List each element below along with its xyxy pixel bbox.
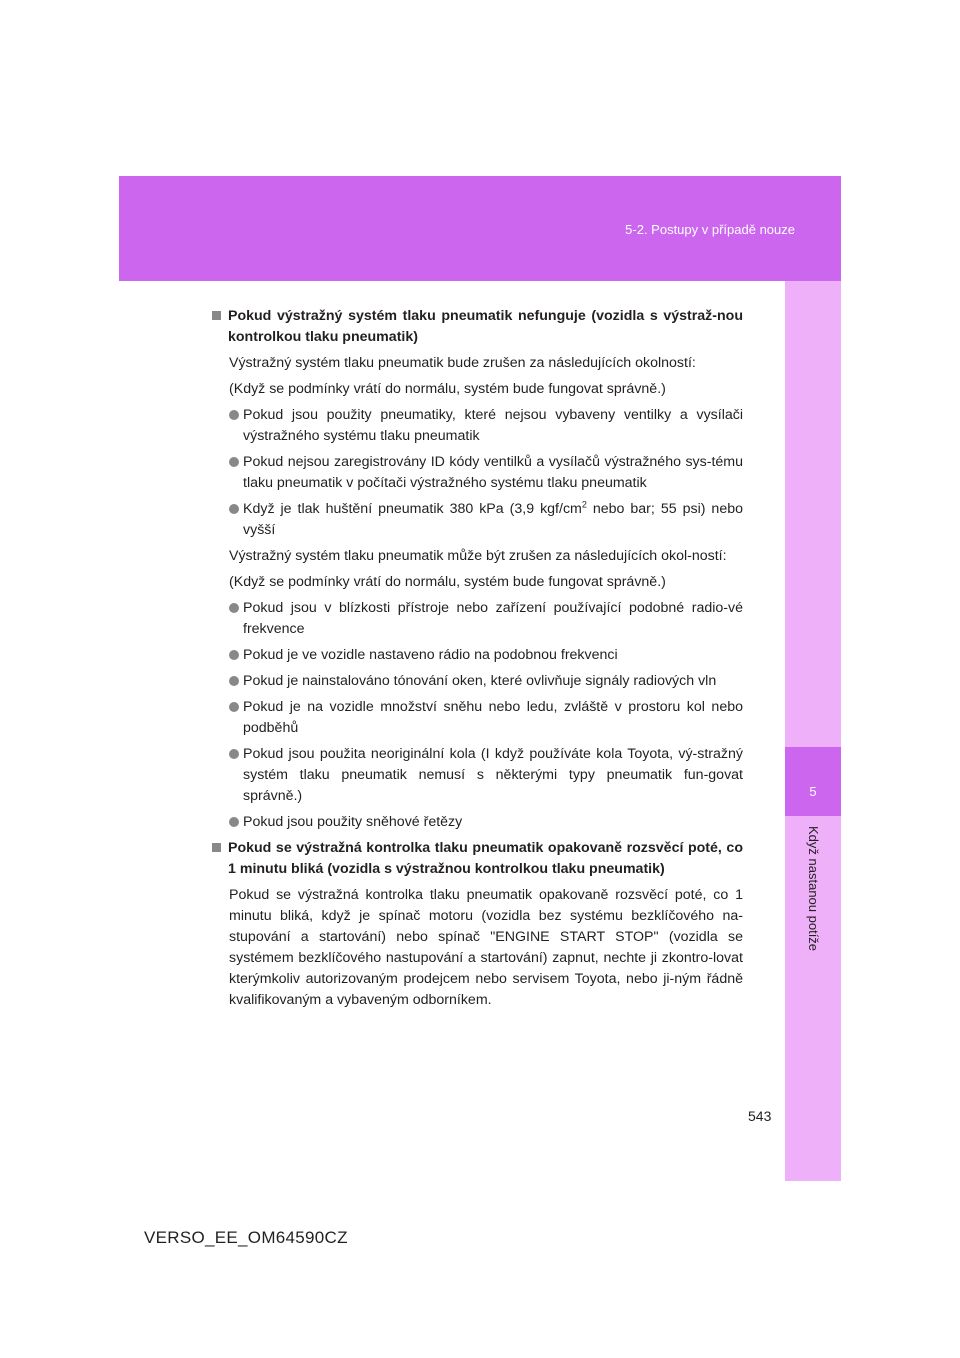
list-item <box>212 499 743 541</box>
paragraph: (Když se podmínky vrátí do normálu, systém bude fungovat správně.) <box>229 381 666 397</box>
page-content <box>212 306 743 1016</box>
list-item-text: Pokud jsou použita neoriginální kola (I když používáte kola Toyota, vý-stražný systém tlaku pneumatik nemusí s některými typy pneumatik fun-govat správně.) <box>243 746 743 804</box>
list-item-text: Pokud jsou v blízkosti přístroje nebo zařízení používající podobné radio-vé frekvence <box>243 600 743 637</box>
list-item <box>212 812 743 833</box>
list-item-text: Pokud jsou použity pneumatiky, které nejsou vybaveny ventilky a vysílači výstražného systému tlaku pneumatik <box>243 407 743 444</box>
chapter-label: Když nastanou potíže <box>806 826 821 952</box>
square-bullet-icon <box>212 311 221 320</box>
section-heading <box>212 838 743 880</box>
square-bullet-icon <box>212 843 221 852</box>
list-item-text: Když je tlak huštění pneumatik 380 kPa (3,9 kgf/cm <box>243 501 582 517</box>
section-heading <box>212 306 743 348</box>
round-bullet-icon <box>229 749 239 759</box>
round-bullet-icon <box>229 650 239 660</box>
section-heading-text: Pokud výstražný systém tlaku pneumatik nefunguje (vozidla s výstraž-nou kontrolkou tlaku pneumatik) <box>228 308 743 345</box>
round-bullet-icon <box>229 504 239 514</box>
list-item-text: Pokud nejsou zaregistrovány ID kódy ventilků a vysílačů výstražného sys-tému tlaku pneumatik v počítači výstražného systému tlaku pneumatik <box>243 454 743 491</box>
list-item <box>212 744 743 807</box>
paragraph: (Když se podmínky vrátí do normálu, systém bude fungovat správně.) <box>229 574 666 590</box>
round-bullet-icon <box>229 702 239 712</box>
list-item-text: nebo bar; 55 psi) nebo vyšší <box>243 501 743 538</box>
list-item-text: Pokud je na vozidle množství sněhu nebo ledu, zvláště v prostoru kol nebo podběhů <box>243 699 743 736</box>
round-bullet-icon <box>229 410 239 420</box>
superscript: 2 <box>581 499 587 510</box>
section-heading-text: Pokud se výstražná kontrolka tlaku pneumatik opakovaně rozsvěcí poté, co 1 minutu bliká (vozidla s výstražnou kontrolkou tlaku pneumatik) <box>228 840 743 877</box>
list-item-text: Pokud je nainstalováno tónování oken, které ovlivňuje signály radiových vln <box>243 673 717 689</box>
list-item-text: Pokud je ve vozidle nastaveno rádio na podobnou frekvenci <box>243 647 618 663</box>
list-item <box>212 697 743 739</box>
section-title: 5-2. Postupy v případě nouze <box>625 222 795 237</box>
paragraph: Výstražný systém tlaku pneumatik bude zrušen za následujících okolností: <box>229 355 696 371</box>
chapter-marker <box>785 747 841 816</box>
paragraph: Pokud se výstražná kontrolka tlaku pneumatik opakovaně rozsvěcí poté, co 1 minutu bliká, když je spínač motoru (vozidla bez systému bezklíčového na-stupování a startování) nebo spínač "ENGINE START STOP" (vozidla se systémem bezklíčového nastupování a startování) zapnut, nechte ji zkontro-lovat kterýmkoliv autorizovaným prodejcem nebo servisem Toyota, nebo ji-ným řádně kvalifikovaným a vybaveným odborníkem. <box>229 887 743 1008</box>
list-item <box>212 671 743 692</box>
document-code: VERSO_EE_OM64590CZ <box>144 1228 348 1247</box>
round-bullet-icon <box>229 817 239 827</box>
page-number: 543 <box>748 1108 772 1124</box>
paragraph: Výstražný systém tlaku pneumatik může být zrušen za následujících okol-ností: <box>229 548 727 564</box>
list-item-text: Pokud jsou použity sněhové řetězy <box>243 814 463 830</box>
list-item <box>212 405 743 447</box>
round-bullet-icon <box>229 676 239 686</box>
round-bullet-icon <box>229 603 239 613</box>
chapter-side-tab <box>785 281 841 1181</box>
chapter-number: 5 <box>809 784 817 799</box>
list-item <box>212 452 743 494</box>
list-item <box>212 598 743 640</box>
round-bullet-icon <box>229 457 239 467</box>
list-item <box>212 645 743 666</box>
header-band <box>119 176 841 281</box>
